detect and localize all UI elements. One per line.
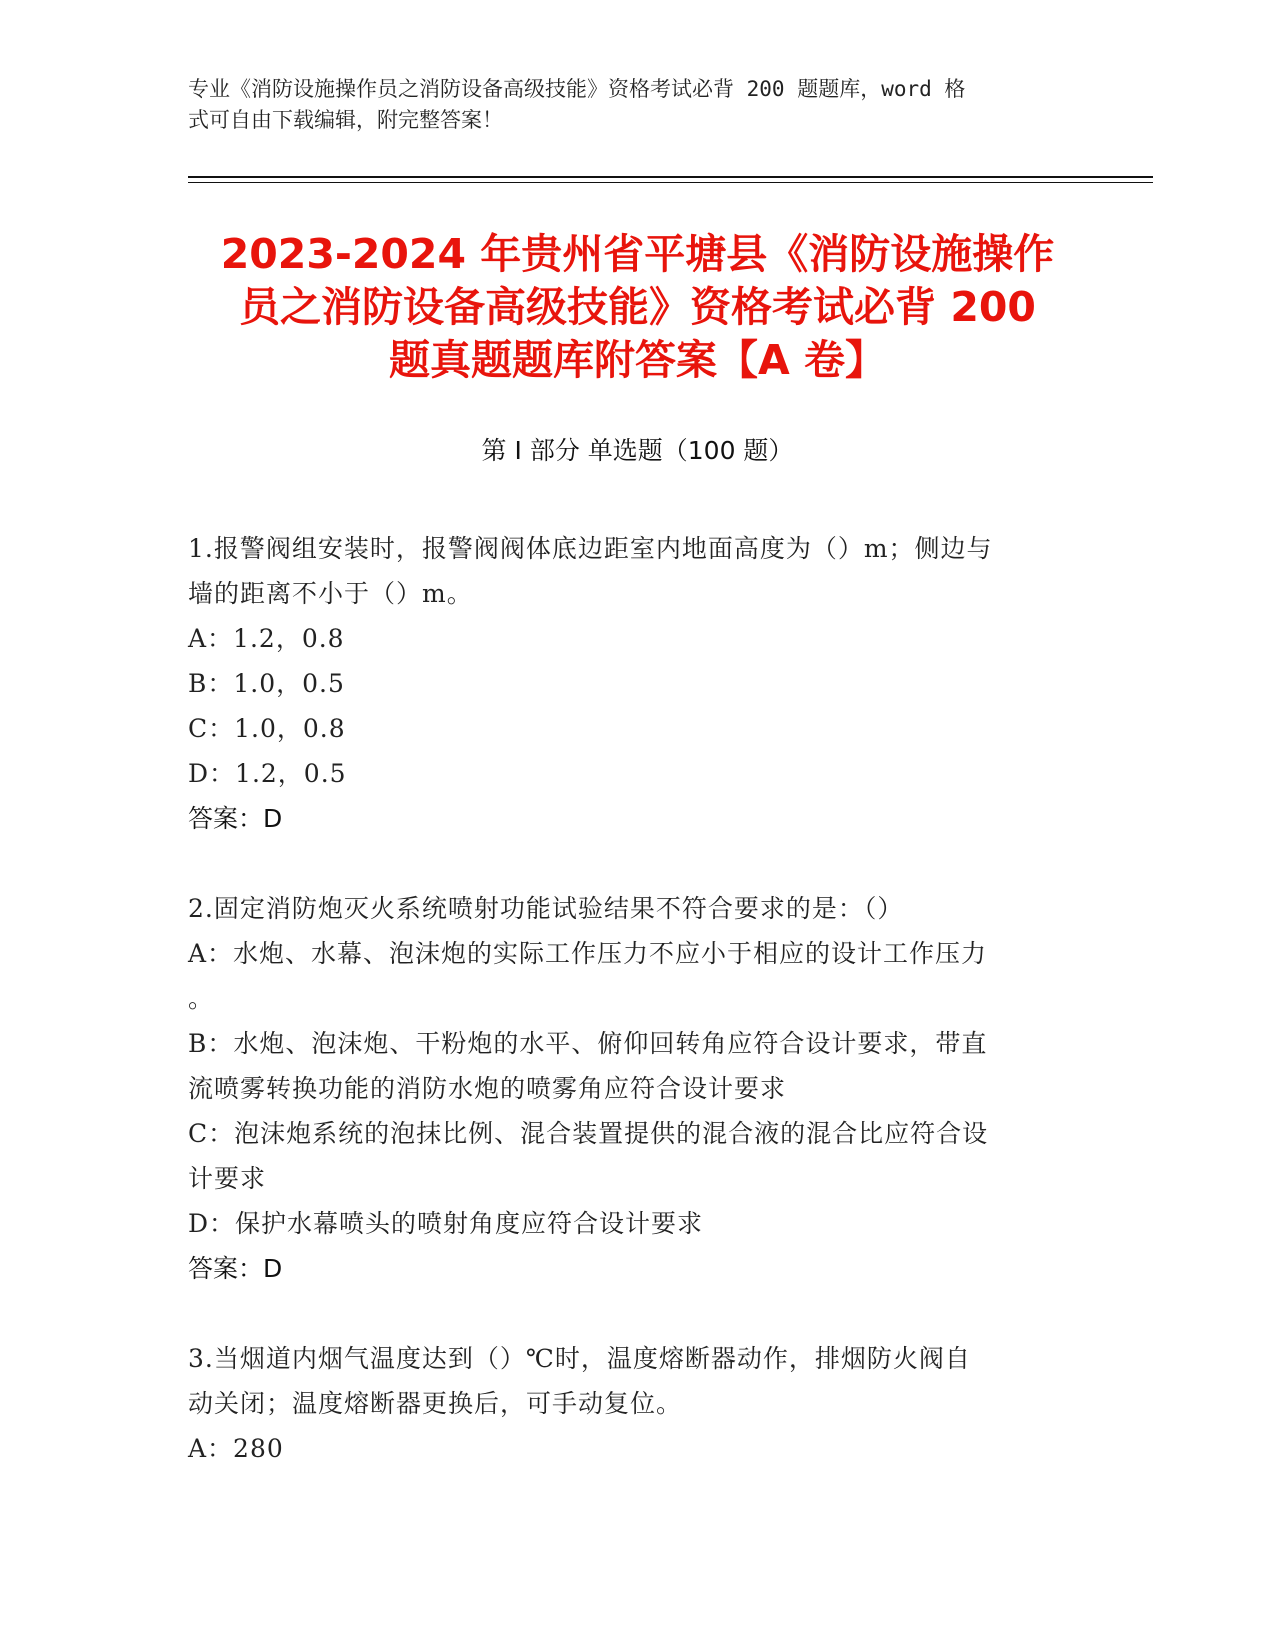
option-a-continued: 。 <box>188 984 215 1013</box>
option-b-continued: 流喷雾转换功能的消防水炮的喷雾角应符合设计要求 <box>188 1074 787 1103</box>
header-divider-thin <box>188 182 1153 183</box>
header-note-line: 专业《消防设施操作员之消防设备高级技能》资格考试必背 200 题题库，word 格 <box>188 77 966 101</box>
option-b: B：水炮、泡沫炮、干粉炮的水平、俯仰回转角应符合设计要求，带直 <box>188 1029 988 1058</box>
header-divider-thick <box>188 176 1153 178</box>
question-list <box>188 526 1078 1516</box>
title-line: 员之消防设备高级技能》资格考试必背 200 <box>239 283 1036 331</box>
option-c-continued: 计要求 <box>188 1164 267 1193</box>
question-stem: 2.固定消防炮灭火系统喷射功能试验结果不符合要求的是：（） <box>188 894 904 923</box>
title-line: 题真题题库附答案【A 卷】 <box>388 336 886 384</box>
question-stem: 3.当烟道内烟气温度达到（）℃时，温度熔断器动作，排烟防火阀自 <box>188 1344 971 1373</box>
document-title <box>150 228 1125 387</box>
option-c: C：1.0，0.8 <box>188 714 346 743</box>
question-stem: 1.报警阀组安装时，报警阀阀体底边距室内地面高度为（）m；侧边与 <box>188 534 993 563</box>
section-heading: 第 I 部分 单选题（100 题） <box>481 436 794 465</box>
option-d: D：1.2，0.5 <box>188 759 347 788</box>
option-d: D：保护水幕喷头的喷射角度应符合设计要求 <box>188 1209 704 1238</box>
option-a: A：1.2，0.8 <box>188 624 345 653</box>
question-1 <box>188 526 1078 841</box>
header-note <box>188 74 1088 136</box>
option-c: C：泡沫炮系统的泡抹比例、混合装置提供的混合液的混合比应符合设 <box>188 1119 989 1148</box>
answer: 答案：D <box>188 1254 283 1283</box>
header-note-line: 式可自由下载编辑，附完整答案！ <box>188 108 503 132</box>
title-line: 2023-2024 年贵州省平塘县《消防设施操作 <box>220 230 1055 278</box>
question-3 <box>188 1336 1078 1471</box>
option-a: A：280 <box>188 1434 284 1463</box>
option-a: A：水炮、水幕、泡沫炮的实际工作压力不应小于相应的设计工作压力 <box>188 939 988 968</box>
option-b: B：1.0，0.5 <box>188 669 345 698</box>
question-stem: 墙的距离不小于（）m。 <box>188 579 473 608</box>
answer: 答案：D <box>188 804 283 833</box>
question-2 <box>188 886 1078 1291</box>
question-stem: 动关闭；温度熔断器更换后，可手动复位。 <box>188 1389 683 1418</box>
